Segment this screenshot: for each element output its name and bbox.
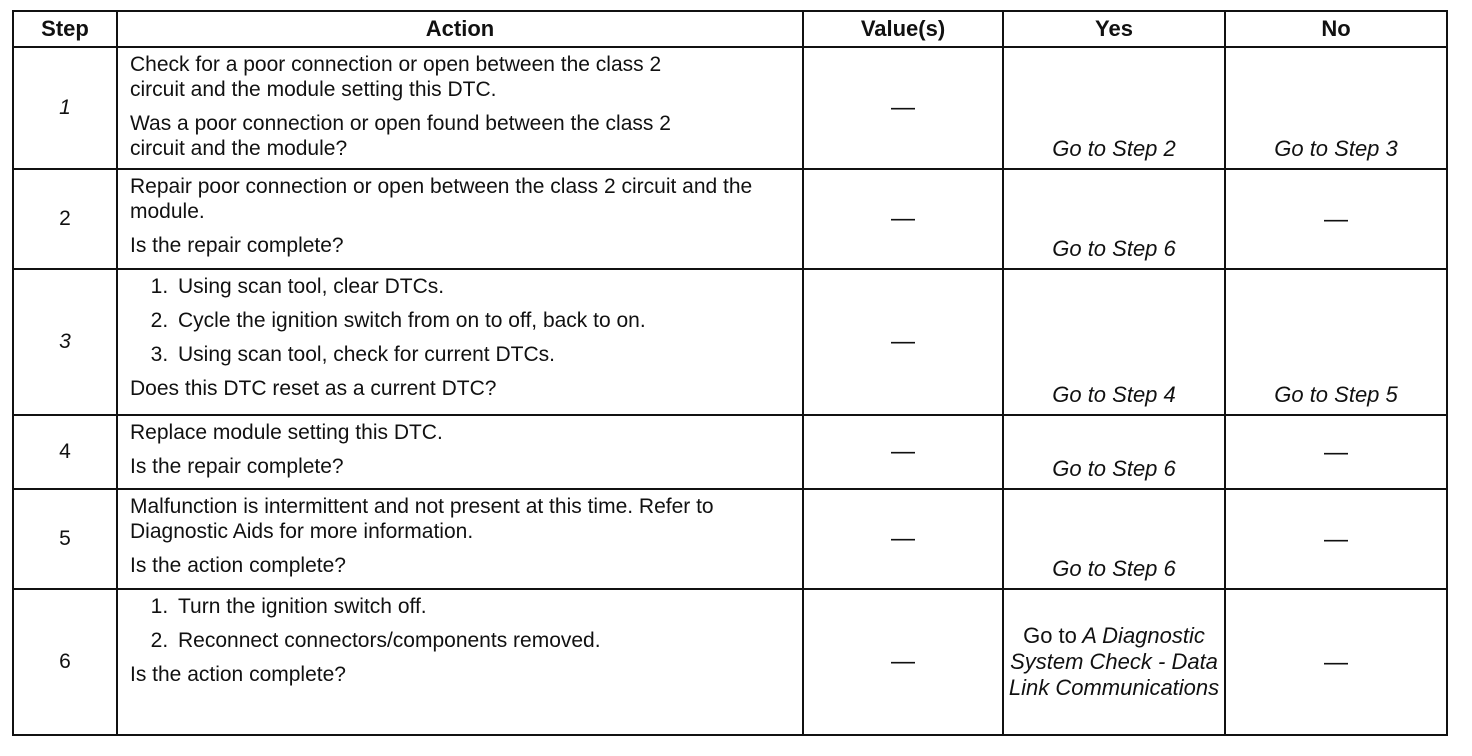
header-no: No xyxy=(1225,11,1447,47)
action-cell xyxy=(117,589,803,735)
yes-goto xyxy=(1003,589,1225,735)
table-row xyxy=(13,415,1447,489)
table-row xyxy=(13,589,1447,735)
table-row xyxy=(13,169,1447,269)
diagnostic-table-container xyxy=(12,10,1448,736)
list-item: 3. Using scan tool, check for current DTCs. xyxy=(174,342,792,367)
yes-goto-prefix: Go to xyxy=(1023,623,1077,648)
list-item: 2. Reconnect connectors/components removed. xyxy=(174,628,792,653)
list-item: 2. Cycle the ignition switch from on to off, back to on. xyxy=(174,308,792,333)
value-cell: — xyxy=(803,589,1003,735)
list-item: 1. Using scan tool, clear DTCs. xyxy=(174,274,792,299)
action-question: Is the action complete? xyxy=(130,554,346,577)
no-goto: Go to Step 3 xyxy=(1225,47,1447,169)
action-cell xyxy=(117,47,803,169)
action-cell xyxy=(117,489,803,589)
no-goto: — xyxy=(1225,169,1447,269)
yes-goto: Go to Step 6 xyxy=(1003,489,1225,589)
header-yes: Yes xyxy=(1003,11,1225,47)
action-question: Does this DTC reset as a current DTC? xyxy=(130,377,497,400)
action-cell xyxy=(117,269,803,415)
action-steps-list xyxy=(130,594,792,653)
step-number: 1 xyxy=(13,47,117,169)
action-cell xyxy=(117,169,803,269)
header-values: Value(s) xyxy=(803,11,1003,47)
action-text: Repair poor connection or open between the class 2 circuit and the module. xyxy=(130,175,753,223)
header-step: Step xyxy=(13,11,117,47)
action-question: Is the repair complete? xyxy=(130,234,344,257)
yes-goto: Go to Step 6 xyxy=(1003,415,1225,489)
value-cell: — xyxy=(803,269,1003,415)
action-text: Replace module setting this DTC. xyxy=(130,421,443,444)
action-text: Check for a poor connection or open between the class 2 circuit and the module setting this DTC. xyxy=(130,53,662,101)
no-goto: — xyxy=(1225,589,1447,735)
step-number: 3 xyxy=(13,269,117,415)
header-action: Action xyxy=(117,11,803,47)
step-number: 6 xyxy=(13,589,117,735)
step-number: 2 xyxy=(13,169,117,269)
yes-goto: Go to Step 6 xyxy=(1003,169,1225,269)
value-cell: — xyxy=(803,489,1003,589)
action-question: Is the repair complete? xyxy=(130,455,344,478)
value-cell: — xyxy=(803,415,1003,489)
step-number: 4 xyxy=(13,415,117,489)
list-item: 1. Turn the ignition switch off. xyxy=(174,594,792,619)
value-cell: — xyxy=(803,47,1003,169)
no-goto: — xyxy=(1225,489,1447,589)
action-cell xyxy=(117,415,803,489)
table-row xyxy=(13,489,1447,589)
step-number: 5 xyxy=(13,489,117,589)
diagnostic-table xyxy=(12,10,1448,736)
yes-goto: Go to Step 4 xyxy=(1003,269,1225,415)
yes-goto-link-text: A Diagnostic System Check - Data Link Communications xyxy=(1008,623,1220,700)
action-steps-list xyxy=(130,274,792,367)
action-question: Was a poor connection or open found between the class 2 circuit and the module? xyxy=(130,112,671,160)
no-goto: — xyxy=(1225,415,1447,489)
no-goto: Go to Step 5 xyxy=(1225,269,1447,415)
table-row xyxy=(13,47,1447,169)
yes-goto: Go to Step 2 xyxy=(1003,47,1225,169)
table-row xyxy=(13,269,1447,415)
table-header-row xyxy=(13,11,1447,47)
value-cell: — xyxy=(803,169,1003,269)
action-question: Is the action complete? xyxy=(130,663,346,686)
action-text: Malfunction is intermittent and not present at this time. Refer to Diagnostic Aids for more information. xyxy=(130,495,714,543)
